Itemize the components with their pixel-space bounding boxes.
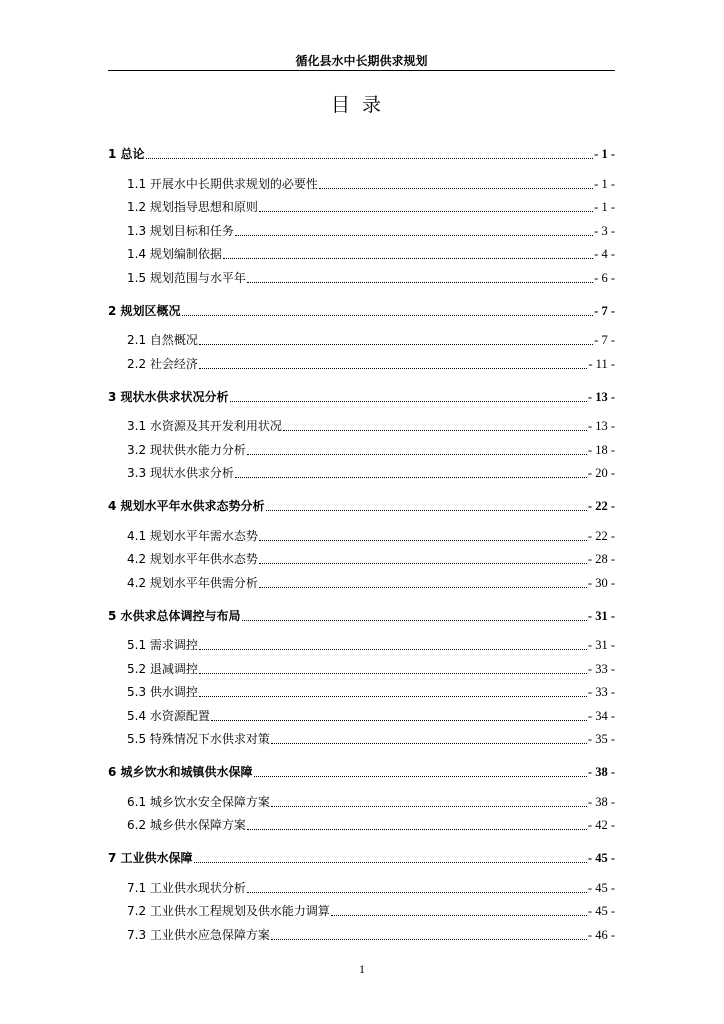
toc-entry-page: - 33 - xyxy=(587,685,615,699)
toc-entry-page: - 31 - xyxy=(587,608,615,623)
toc-entry-page: - 45 - xyxy=(587,851,615,865)
toc-entry-page: - 45 - xyxy=(587,880,615,895)
toc-section-entry[interactable] xyxy=(108,411,615,435)
toc-section-entry[interactable] xyxy=(108,168,615,192)
toc-entry-page: - 28 - xyxy=(587,552,615,566)
toc-entry-page: - 3 - xyxy=(594,223,615,238)
toc-title: 目录 xyxy=(330,94,393,116)
toc-entry-title: 4.2 规划水平年供需分析 xyxy=(127,575,258,590)
toc-section-entry[interactable] xyxy=(108,325,615,349)
toc-section-entry[interactable] xyxy=(108,544,615,568)
dot-leader xyxy=(182,315,594,316)
dot-leader xyxy=(199,696,587,697)
dot-leader xyxy=(199,649,587,650)
toc-entry-page: - 46 - xyxy=(587,927,615,942)
toc-entry-title: 1.5 规划范围与水平年 xyxy=(127,270,246,285)
dot-leader xyxy=(194,862,587,863)
toc-entry-title: 3 现状水供求状况分析 xyxy=(108,389,229,404)
dot-leader xyxy=(235,235,593,236)
toc-entry-page: - 7 - xyxy=(594,333,615,347)
toc-section-entry[interactable] xyxy=(108,896,615,920)
toc-entry-title: 6 城乡饮水和城镇供水保障 xyxy=(108,765,253,779)
toc-entry-title: 7 工业供水保障 xyxy=(108,851,193,865)
page-number: 1 xyxy=(359,962,365,976)
toc-entry-page: - 31 - xyxy=(587,638,615,652)
dot-leader xyxy=(259,211,593,212)
toc-section-entry[interactable] xyxy=(108,919,615,943)
header-rule xyxy=(108,70,615,71)
dot-leader xyxy=(247,282,593,283)
toc-section-entry[interactable] xyxy=(108,872,615,896)
toc-entry-title: 6.1 城乡饮水安全保障方案 xyxy=(127,794,270,809)
toc-entry-page: - 4 - xyxy=(594,247,615,261)
toc-entry-title: 1.3 规划目标和任务 xyxy=(127,223,234,238)
toc-entry-title: 1 总论 xyxy=(108,147,145,161)
dot-leader xyxy=(199,368,587,369)
toc-entry-title: 4.2 规划水平年供水态势 xyxy=(127,552,258,566)
toc-entry-title: 6.2 城乡供水保障方案 xyxy=(127,818,246,832)
toc-section-entry[interactable] xyxy=(108,458,615,482)
toc-entry-title: 5.4 水资源配置 xyxy=(127,708,210,723)
dot-leader xyxy=(247,829,587,830)
toc-entry-title: 4 规划水平年水供求态势分析 xyxy=(108,499,265,513)
toc-entry-title: 1.4 规划编制依据 xyxy=(127,247,222,261)
dot-leader xyxy=(247,454,587,455)
toc-entry-title: 4.1 规划水平年需水态势 xyxy=(127,528,258,543)
dot-leader xyxy=(199,344,593,345)
toc-chapter-entry[interactable] xyxy=(108,487,615,514)
dot-leader xyxy=(242,620,587,621)
toc-list xyxy=(108,135,615,943)
toc-entry-title: 5.5 特殊情况下水供求对策 xyxy=(127,732,270,746)
toc-entry-page: - 22 - xyxy=(587,528,615,543)
dot-leader xyxy=(259,540,587,541)
toc-entry-title: 5.3 供水调控 xyxy=(127,685,198,699)
toc-entry-title: 3.1 水资源及其开发利用状况 xyxy=(127,419,282,433)
toc-entry-page: - 30 - xyxy=(587,575,615,590)
dot-leader xyxy=(271,806,587,807)
toc-entry-title: 1.1 开展水中长期供求规划的必要性 xyxy=(127,176,318,191)
toc-entry-title: 2.2 社会经济 xyxy=(127,356,198,371)
toc-section-entry[interactable] xyxy=(108,653,615,677)
toc-section-entry[interactable] xyxy=(108,262,615,286)
toc-entry-page: - 33 - xyxy=(587,661,615,676)
toc-section-entry[interactable] xyxy=(108,724,615,748)
toc-entry-title: 2.1 自然概况 xyxy=(127,333,198,347)
toc-entry-page: - 20 - xyxy=(587,466,615,480)
toc-entry-page: - 42 - xyxy=(587,818,615,832)
dot-leader xyxy=(266,510,587,511)
toc-chapter-entry[interactable] xyxy=(108,292,615,319)
dot-leader xyxy=(146,158,594,159)
toc-entry-page: - 18 - xyxy=(587,442,615,457)
toc-chapter-entry[interactable] xyxy=(108,839,615,866)
toc-entry-page: - 13 - xyxy=(587,419,615,433)
dot-leader xyxy=(271,743,587,744)
toc-entry-title: 7.2 工业供水工程规划及供水能力调算 xyxy=(127,904,330,918)
toc-section-entry[interactable] xyxy=(108,192,615,216)
toc-section-entry[interactable] xyxy=(108,215,615,239)
toc-entry-title: 2 规划区概况 xyxy=(108,303,181,318)
toc-entry-page: - 35 - xyxy=(587,732,615,746)
toc-entry-page: - 34 - xyxy=(587,708,615,723)
toc-entry-page: - 1 - xyxy=(594,200,615,214)
toc-entry-page: - 7 - xyxy=(594,303,615,318)
toc-entry-page: - 6 - xyxy=(594,270,615,285)
dot-leader xyxy=(259,563,587,564)
toc-entry-page: - 11 - xyxy=(588,356,615,371)
toc-section-entry[interactable] xyxy=(108,810,615,834)
toc-entry-page: - 13 - xyxy=(587,389,615,404)
toc-entry-title: 5.1 需求调控 xyxy=(127,638,198,652)
dot-leader xyxy=(235,477,587,478)
toc-entry-title: 3.3 现状水供求分析 xyxy=(127,466,234,480)
dot-leader xyxy=(230,401,587,402)
dot-leader xyxy=(211,720,587,721)
toc-entry-page: - 38 - xyxy=(587,765,615,779)
dot-leader xyxy=(259,587,587,588)
toc-entry-title: 5.2 退减调控 xyxy=(127,661,198,676)
toc-entry-title: 7.1 工业供水现状分析 xyxy=(127,880,246,895)
toc-section-entry[interactable] xyxy=(108,567,615,591)
toc-section-entry[interactable] xyxy=(108,677,615,701)
dot-leader xyxy=(247,892,587,893)
toc-entry-title: 1.2 规划指导思想和原则 xyxy=(127,200,258,214)
dot-leader xyxy=(331,915,587,916)
toc-entry-title: 3.2 现状供水能力分析 xyxy=(127,442,246,457)
toc-entry-page: - 22 - xyxy=(587,499,615,513)
toc-chapter-entry[interactable] xyxy=(108,597,615,624)
dot-leader xyxy=(283,430,587,431)
toc-chapter-entry[interactable] xyxy=(108,753,615,780)
toc-entry-page: - 1 - xyxy=(594,147,615,161)
toc-section-entry[interactable] xyxy=(108,434,615,458)
toc-section-entry[interactable] xyxy=(108,786,615,810)
toc-section-entry[interactable] xyxy=(108,520,615,544)
dot-leader xyxy=(223,258,593,259)
toc-entry-page: - 38 - xyxy=(587,794,615,809)
toc-entry-title: 7.3 工业供水应急保障方案 xyxy=(127,927,270,942)
dot-leader xyxy=(271,939,587,940)
toc-section-entry[interactable] xyxy=(108,239,615,263)
dot-leader xyxy=(254,776,587,777)
toc-entry-title: 5 水供求总体调控与布局 xyxy=(108,608,241,623)
toc-section-entry[interactable] xyxy=(108,700,615,724)
toc-chapter-entry[interactable] xyxy=(108,135,615,162)
dot-leader xyxy=(199,673,587,674)
toc-section-entry[interactable] xyxy=(108,348,615,372)
dot-leader xyxy=(319,188,593,189)
toc-section-entry[interactable] xyxy=(108,630,615,654)
toc-entry-page: - 45 - xyxy=(587,904,615,918)
toc-chapter-entry[interactable] xyxy=(108,378,615,405)
running-header: 循化县水中长期供求规划 xyxy=(295,54,428,68)
toc-entry-page: - 1 - xyxy=(594,176,615,191)
